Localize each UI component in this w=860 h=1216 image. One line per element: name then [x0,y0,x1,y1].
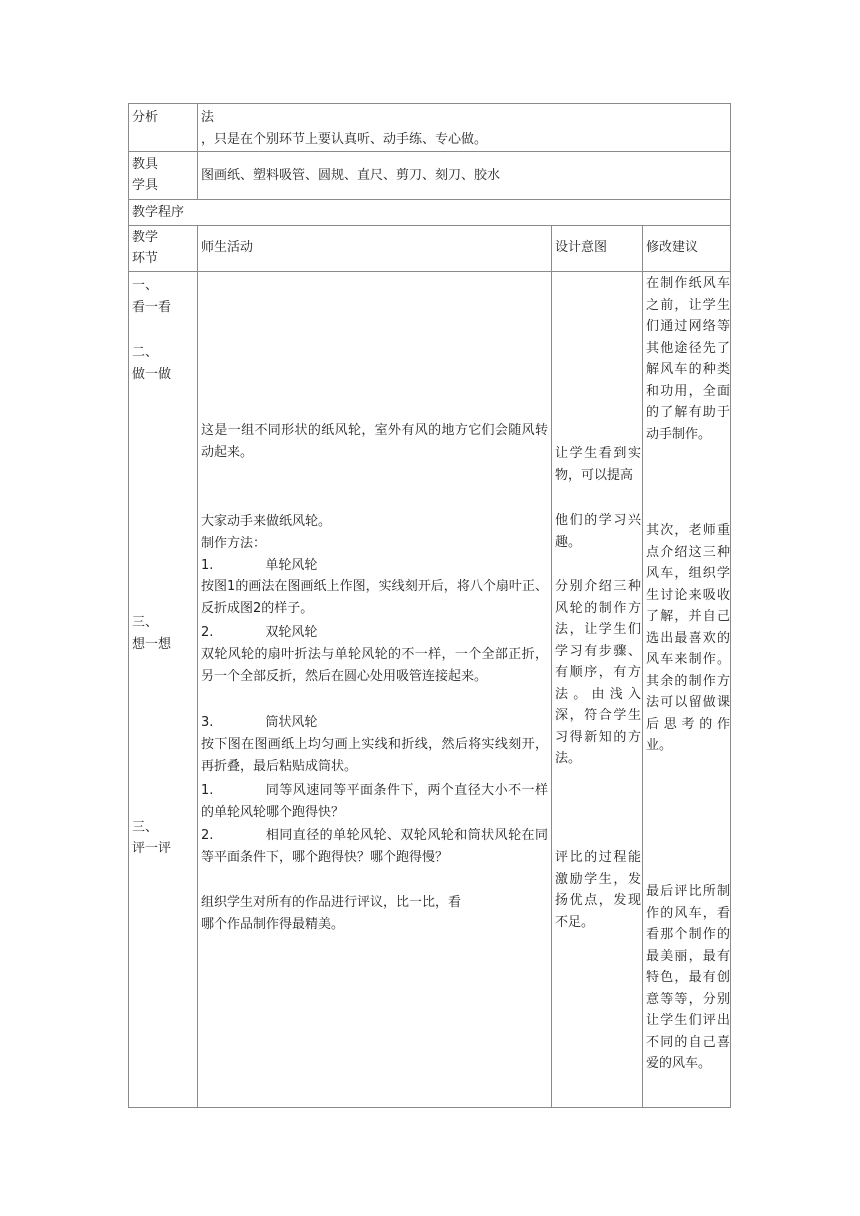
step-1-num: 1. [201,558,214,573]
row-divider [129,225,730,226]
intent-1b: 他们的学习兴趣。 [555,513,641,550]
question-1-text: 同等风速同等平面条件下，两个直径大小不一样的单轮风轮哪个跑得快？ [201,783,548,820]
activity-method-label: 制作方法： [201,536,267,551]
lesson-plan-table [128,103,731,1108]
col-divider [551,225,552,1107]
col-divider [642,225,643,1107]
stage-2-num: 二、 [132,345,159,360]
question-2-num: 2. [201,828,214,843]
header-intent: 设计意图 [555,240,608,255]
step-3-num: 3. [201,715,214,730]
tools-label-1: 教具 [132,157,159,172]
header-stage-1: 教学 [132,230,159,245]
row-divider [129,151,730,152]
intent-1: 让学生看到实物，可以提高 [555,446,641,483]
step-2-title: 双轮风轮 [265,625,318,640]
evaluation-line-1: 组织学生对所有的作品进行评议，比一比，看 [201,895,462,910]
step-2-text: 双轮风轮的扇叶折法与单轮风轮的不一样，一个全部正折，另一个全部反折，然后在圆心处用吸管连接起来。 [201,647,548,684]
step-1-title: 单轮风轮 [265,558,318,573]
header-stage-2: 环节 [132,251,159,266]
activity-intro: 这是一组不同形状的纸风轮，室外有风的地方它们会随风转动起来。 [201,423,548,460]
analysis-line-2: ，只是在个别环节上要认真听、动手练、专心做。 [201,132,488,147]
analysis-label: 分析 [132,110,159,125]
intent-3: 评比的过程能激励学生，发扬优点，发现不足。 [555,850,641,930]
question-2 [201,825,548,868]
procedure-title: 教学程序 [132,205,185,220]
suggestion-2: 其次，老师重点介绍这三种风车，组织学生讨论来吸收了解，并自己选出最喜欢的风车来制作。其余的制作方法可以留做课后思考的作业。 [646,523,730,753]
tools-text: 图画纸、塑料吸管、圆规、直尺、剪刀、刻刀、胶水 [201,168,501,183]
step-2-num: 2. [201,625,214,640]
col-divider [197,104,198,200]
row-divider [129,199,730,200]
stage-1-name: 看一看 [132,300,172,315]
step-3-heading [201,712,317,733]
suggestion-3: 最后评比所制作的风车，看看那个制作的最美丽，最有特色，最有创意等等，分别让学生们评出不同的自己喜爱的风车。 [646,884,730,1071]
tools-label-2: 学具 [132,178,159,193]
col-divider [197,225,198,1107]
question-1 [201,780,548,823]
activity-make-title: 大家动手来做纸风轮。 [201,514,332,529]
stage-1-num: 一、 [132,278,159,293]
row-divider [129,271,730,272]
analysis-line-1: 法 [201,110,215,125]
step-3-text: 按下图在图画纸上均匀画上实线和折线，然后将实线刻开，再折叠，最后粘贴成筒状。 [201,737,548,774]
question-1-num: 1. [201,783,214,798]
intent-2: 分别介绍三种风轮的制作方法，让学生们学习有步骤、有顺序，有方法。由浅入深，符合学生习得新知的方法。 [555,579,641,766]
stage-2-name: 做一做 [132,367,172,382]
stage-4-num: 三、 [132,820,159,835]
stage-4-name: 评一评 [132,841,172,856]
question-2-text: 相同直径的单轮风轮、双轮风轮和筒状风轮在同等平面条件下，哪个跑得快？哪个跑得慢？ [201,828,548,865]
step-3-title: 筒状风轮 [265,715,318,730]
suggestion-1: 在制作纸风车之前，让学生们通过网络等其他途径先了解风车的种类和功用，全面的了解有助于动手制作。 [646,276,730,442]
stage-3-name: 想一想 [132,637,172,652]
step-2-heading [201,622,317,643]
step-1-text: 按图1的画法在图画纸上作图，实线刻开后，将八个扇叶正、反折成图2的样子。 [201,579,548,616]
header-activity: 师生活动 [201,240,254,255]
step-1-heading [201,555,317,576]
stage-3-num: 三、 [132,615,159,630]
evaluation-line-2: 哪个作品制作得最精美。 [201,917,345,932]
header-suggest: 修改建议 [646,240,699,255]
